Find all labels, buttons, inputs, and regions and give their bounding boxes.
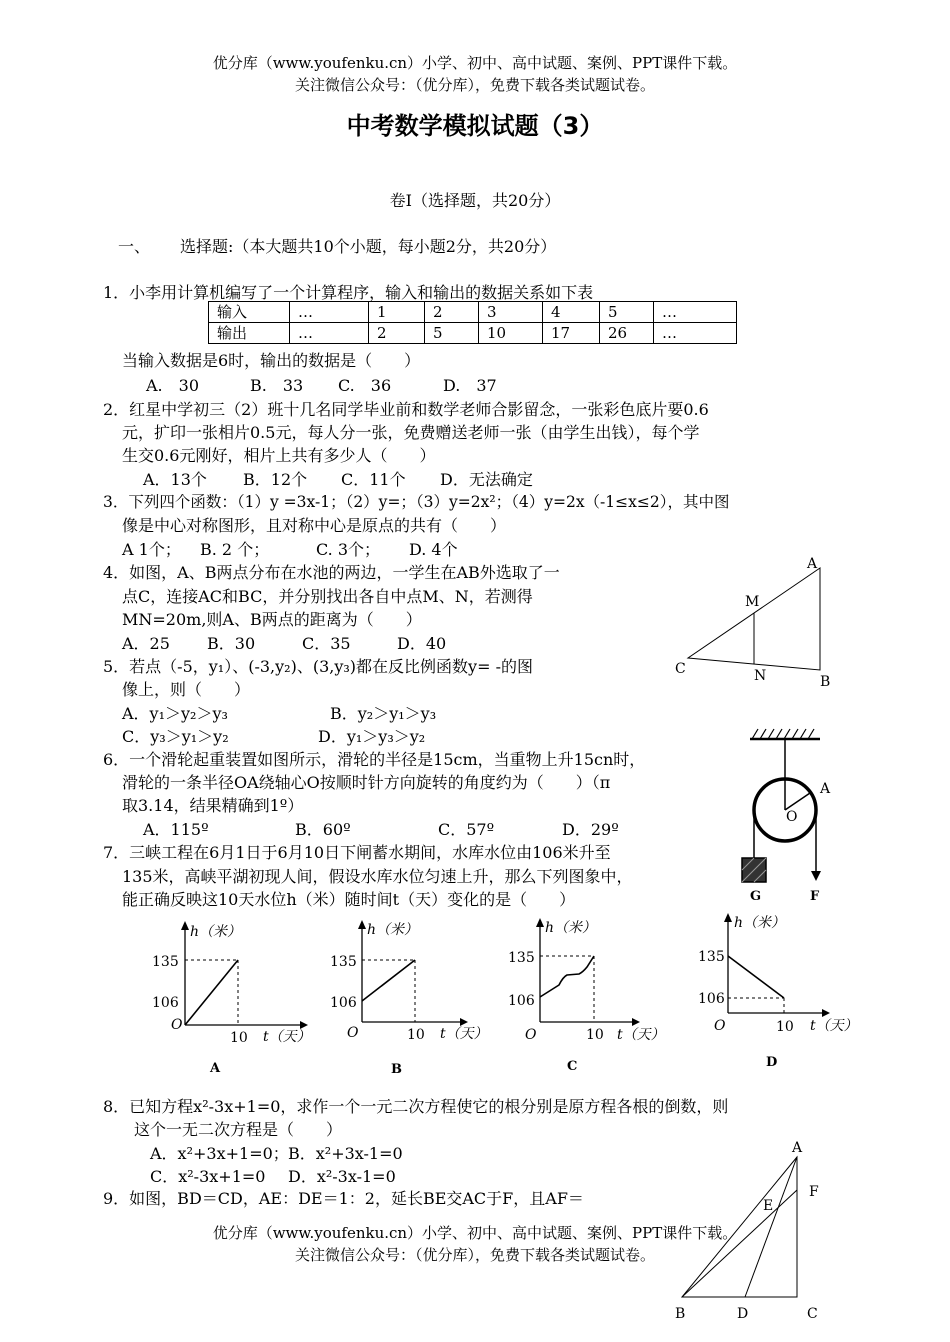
x-axis-label: t（天） bbox=[440, 1026, 488, 1042]
label-a: A bbox=[820, 781, 831, 797]
y-axis-arrow bbox=[536, 918, 544, 927]
q7-graph-b bbox=[330, 915, 495, 1080]
x-tick: 10 bbox=[586, 1027, 604, 1043]
q4-line-3: MN=20m,则A、B两点的距离为（ ） bbox=[122, 610, 422, 629]
graph-label: B bbox=[391, 1062, 402, 1077]
q7-line-3: 能正确反映这10天水位h（米）随时间t（天）变化的是（ ） bbox=[122, 890, 576, 909]
q4-option-c: C．35 bbox=[302, 634, 351, 653]
origin-label: O bbox=[171, 1017, 183, 1033]
y-axis-label: h（米） bbox=[190, 924, 242, 940]
y-axis-label: h（米） bbox=[545, 920, 597, 936]
label-a: A bbox=[792, 1140, 803, 1156]
q1-follow: 当输入数据是6时，输出的数据是（ ） bbox=[122, 351, 421, 370]
header-line-1: 优分库（www.youfenku.cn）小学、初中、高中试题、案例、PPT课件下载。 bbox=[212, 54, 738, 72]
q1-option-a: A. 30 bbox=[146, 376, 200, 395]
table-cell: 10 bbox=[479, 323, 543, 344]
x-axis-arrow bbox=[632, 1018, 640, 1026]
q4-option-a: A．25 bbox=[122, 634, 170, 653]
origin-label: O bbox=[347, 1025, 359, 1041]
q2-option-d: D．无法确定 bbox=[440, 470, 533, 489]
ceiling-hatch bbox=[752, 729, 814, 739]
x-axis-label: t（天） bbox=[263, 1029, 311, 1045]
origin-label: O bbox=[714, 1018, 726, 1034]
q1-option-d: D. 37 bbox=[443, 376, 497, 395]
label-b: B bbox=[820, 674, 831, 690]
volume-title: 卷Ⅰ（选择题，共20分） bbox=[389, 191, 561, 210]
q4-line-1: 4．如图，A、B两点分布在水池的两边，一学生在AB外选取了一 bbox=[103, 563, 560, 582]
q4-option-d: D．40 bbox=[397, 634, 447, 653]
label-a: A bbox=[807, 556, 818, 572]
table-cell: 4 bbox=[543, 302, 600, 323]
q2-option-b: B．12个 bbox=[243, 470, 308, 489]
section-heading: 选择题:（本大题共10个小题，每小题2分，共20分） bbox=[180, 237, 557, 256]
q5-option-c: C．y₃＞y₁＞y₂ bbox=[122, 727, 229, 746]
q8-option-d: D．x²-3x-1=0 bbox=[288, 1167, 396, 1186]
q4-triangle-figure bbox=[665, 545, 855, 695]
q5-option-b: B．y₂＞y₁＞y₃ bbox=[330, 704, 437, 723]
table-cell: 2 bbox=[425, 302, 479, 323]
origin-label: O bbox=[525, 1027, 537, 1043]
table-cell: … bbox=[290, 323, 369, 344]
y-tick: 135 bbox=[330, 954, 357, 970]
table-cell: 17 bbox=[543, 323, 600, 344]
x-tick: 10 bbox=[776, 1019, 794, 1035]
q7-graph-c bbox=[507, 915, 667, 1080]
graph-line bbox=[362, 960, 415, 1001]
table-cell: 26 bbox=[600, 323, 654, 344]
y-tick: 135 bbox=[698, 949, 725, 965]
q1-option-b: B. 33 bbox=[250, 376, 304, 395]
q9-text: 9．如图，BD＝CD，AE：DE＝1：2，延长BE交AC于F，且AF＝ bbox=[103, 1189, 584, 1208]
table-cell: 2 bbox=[369, 323, 425, 344]
label-g: G bbox=[750, 889, 762, 904]
q6-line-3: 取3.14，结果精确到1º） bbox=[122, 796, 304, 815]
header-line-2: 关注微信公众号：（优分库），免费下载各类试题试卷。 bbox=[294, 76, 655, 94]
x-axis-arrow bbox=[460, 1018, 468, 1026]
label-f: F bbox=[810, 889, 820, 904]
y-axis-arrow bbox=[358, 920, 366, 929]
q7-graph-d bbox=[700, 908, 865, 1073]
page-title: 中考数学模拟试题（3） bbox=[346, 112, 604, 140]
q3-line-2: 像是中心对称图形，且对称中心是原点的共有（ ） bbox=[122, 516, 507, 535]
q7-line-2: 135米，高峡平湖初现人间，假设水库水位匀速上升，那么下列图象中， bbox=[122, 867, 633, 886]
q2-option-a: A．13个 bbox=[143, 470, 207, 489]
q1-text: 1．小李用计算机编写了一个计算程序，输入和输出的数据关系如下表 bbox=[103, 283, 594, 302]
table-cell: … bbox=[290, 302, 369, 323]
graph-label: D bbox=[766, 1055, 778, 1070]
y-axis-label: h（米） bbox=[367, 922, 419, 938]
q1-option-c: C. 36 bbox=[338, 376, 392, 395]
y-axis-label: h（米） bbox=[734, 915, 786, 931]
label-n: N bbox=[754, 668, 767, 684]
q8-option-a: A．x²+3x+1=0； bbox=[150, 1144, 289, 1163]
x-axis-arrow bbox=[822, 1009, 830, 1017]
q6-option-a: A．115º bbox=[143, 820, 209, 839]
y-tick: 106 bbox=[330, 995, 357, 1011]
label-e: E bbox=[763, 1198, 774, 1214]
q5-option-d: D．y₁＞y₃＞y₂ bbox=[318, 727, 426, 746]
q7-graph-a bbox=[152, 915, 320, 1080]
y-tick: 135 bbox=[152, 954, 179, 970]
q3-option-b: B. 2 个； bbox=[200, 540, 270, 559]
q4-line-2: 点C，连接AC和BC，并分别找出各自中点M、N，若测得 bbox=[122, 587, 533, 606]
label-c: C bbox=[807, 1306, 818, 1322]
table-cell: 3 bbox=[479, 302, 543, 323]
label-m: M bbox=[745, 594, 760, 610]
graph-line bbox=[540, 956, 594, 997]
q1-io-table bbox=[208, 301, 737, 344]
x-axis-arrow bbox=[300, 1021, 308, 1029]
q6-option-c: C．57º bbox=[438, 820, 495, 839]
q5-option-a: A．y₁＞y₂＞y₃ bbox=[122, 704, 228, 723]
table-row bbox=[209, 302, 737, 323]
q6-pulley-figure bbox=[730, 725, 840, 905]
footer-line-1: 优分库（www.youfenku.cn）小学、初中、高中试题、案例、PPT课件下载。 bbox=[212, 1224, 738, 1242]
y-axis-arrow bbox=[181, 921, 189, 930]
q5-line-1: 5．若点（-5，y₁）、(-3,y₂)、(3,y₃)都在反比例函数y= -的图 bbox=[103, 657, 533, 676]
q6-option-b: B．60º bbox=[295, 820, 351, 839]
x-axis-label: t（天） bbox=[810, 1018, 858, 1034]
footer-line-2: 关注微信公众号：（优分库），免费下载各类试题试卷。 bbox=[294, 1246, 655, 1264]
q8-option-c: C．x²-3x+1=0 bbox=[150, 1167, 266, 1186]
x-tick: 10 bbox=[407, 1027, 425, 1043]
q2-line-1: 2．红星中学初三（2）班十几名同学毕业前和数学老师合影留念，一张彩色底片要0.6 bbox=[103, 400, 709, 419]
graph-line bbox=[185, 960, 238, 1025]
q5-line-2: 像上，则（ ） bbox=[122, 680, 251, 699]
x-tick: 10 bbox=[230, 1030, 248, 1046]
section-number: 一、 bbox=[118, 237, 151, 256]
x-axis-label: t（天） bbox=[617, 1027, 665, 1043]
table-cell: 输入 bbox=[209, 302, 290, 323]
radius-oa bbox=[785, 793, 810, 810]
table-cell: 5 bbox=[600, 302, 654, 323]
q3-option-c: C. 3个； bbox=[316, 540, 381, 559]
y-tick: 106 bbox=[152, 995, 179, 1011]
table-row bbox=[209, 323, 737, 344]
q6-line-2: 滑轮的一条半径OA绕轴心O按顺时针方向旋转的角度约为（ ）（π bbox=[122, 773, 611, 792]
q2-line-3: 生交0.6元刚好，相片上共有多少人（ ） bbox=[122, 446, 436, 465]
q2-line-2: 元，扩印一张相片0.5元，每人分一张，免费赠送老师一张（由学生出钱），每个学 bbox=[122, 423, 700, 442]
label-b: B bbox=[675, 1306, 686, 1322]
y-tick: 135 bbox=[508, 950, 535, 966]
label-d: D bbox=[737, 1306, 749, 1322]
q4-option-b: B．30 bbox=[207, 634, 256, 653]
label-c: C bbox=[675, 661, 686, 677]
graph-label: C bbox=[567, 1059, 578, 1074]
graph-line bbox=[728, 956, 784, 998]
table-cell: … bbox=[654, 323, 737, 344]
table-cell: 5 bbox=[425, 323, 479, 344]
label-o: O bbox=[786, 809, 798, 825]
q7-line-1: 7．三峡工程在6月1日于6月10日下闸蓄水期间，水库水位由106米升至 bbox=[103, 843, 611, 862]
y-axis-arrow bbox=[724, 913, 732, 922]
y-tick: 106 bbox=[698, 991, 725, 1007]
q6-line-1: 6．一个滑轮起重装置如图所示，滑轮的半径是15cm，当重物上升15cn时， bbox=[103, 750, 646, 769]
graph-label: A bbox=[210, 1061, 221, 1076]
table-cell: 1 bbox=[369, 302, 425, 323]
q8-option-b: B．x²+3x-1=0 bbox=[288, 1144, 403, 1163]
q3-option-a: A 1个； bbox=[122, 540, 181, 559]
q3-line-1: 3．下列四个函数：（1）y =3x-1；（2）y=；（3）y=2x²；（4）y=2x（-1≤x≤2），其中图 bbox=[103, 493, 730, 511]
label-f: F bbox=[809, 1184, 819, 1200]
q8-line-2: 这个一无二次方程是（ ） bbox=[134, 1120, 343, 1139]
q8-line-1: 8．已知方程x²-3x+1=0，求作一个一元二次方程使它的根分别是原方程各根的倒数，则 bbox=[103, 1097, 729, 1116]
q3-option-d: D. 4个 bbox=[409, 540, 458, 559]
table-cell: … bbox=[654, 302, 737, 323]
table-cell: 输出 bbox=[209, 323, 290, 344]
q2-option-c: C．11个 bbox=[341, 470, 406, 489]
y-tick: 106 bbox=[508, 993, 535, 1009]
q6-option-d: D．29º bbox=[562, 820, 619, 839]
arrow-down bbox=[811, 871, 821, 881]
